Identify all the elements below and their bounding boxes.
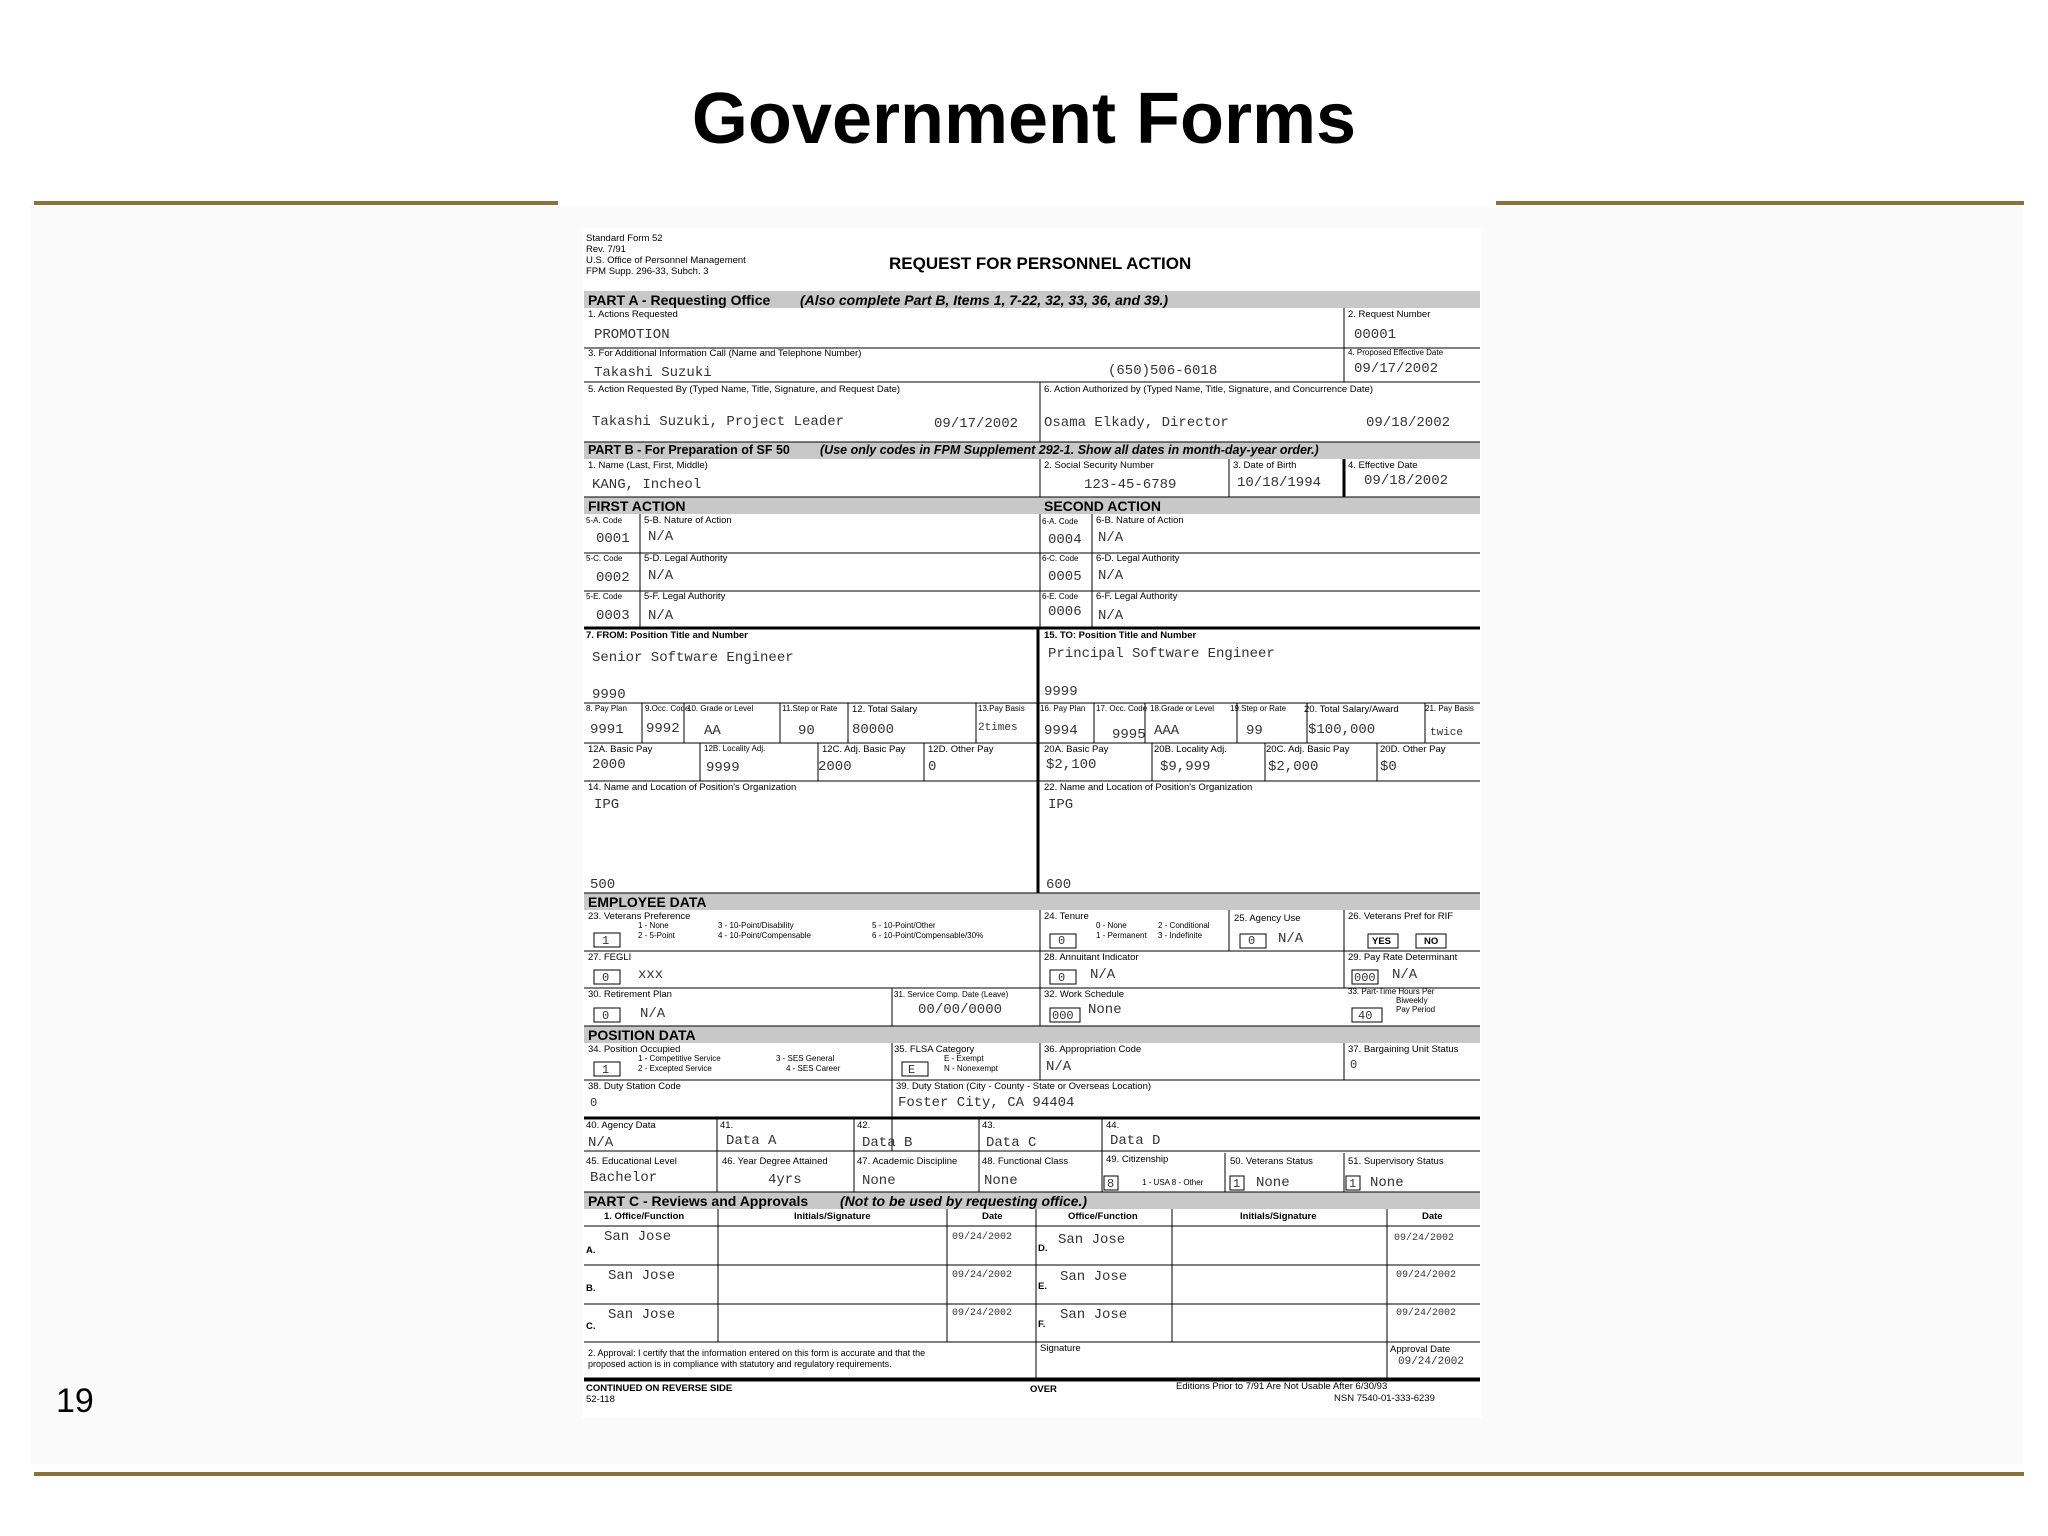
form-title: REQUEST FOR PERSONNEL ACTION xyxy=(889,254,1192,273)
p42-label: 42. xyxy=(857,1120,871,1131)
e28-value[interactable]: N/A xyxy=(1090,967,1116,983)
e26-no[interactable]: NO xyxy=(1424,936,1439,947)
pc-col-initials-2: Initials/Signature xyxy=(1240,1211,1317,1222)
p38-value[interactable]: 0 xyxy=(590,1096,598,1110)
p47-label: 47. Academic Discipline xyxy=(857,1156,958,1167)
f12d-label: 12D. Other Pay xyxy=(928,744,994,755)
e32-label: 32. Work Schedule xyxy=(1044,989,1125,1000)
a4-value[interactable]: 09/17/2002 xyxy=(1354,361,1439,377)
fa-c-label: 5-C. Code xyxy=(586,554,623,563)
p45-value[interactable]: Bachelor xyxy=(590,1170,658,1186)
p50-label: 50. Veterans Status xyxy=(1230,1156,1313,1167)
a2-value[interactable]: 00001 xyxy=(1354,327,1397,343)
a5-label: 5. Action Requested By (Typed Name, Title, Signature, and Request Date) xyxy=(588,384,901,395)
e33-value[interactable]: 40 xyxy=(1358,1009,1373,1023)
f12-label: 12. Total Salary xyxy=(852,704,918,715)
e25-value-text[interactable]: N/A xyxy=(1278,931,1304,947)
a3-name[interactable]: Takashi Suzuki xyxy=(594,365,712,381)
e24-opt1: 1 - Permanent xyxy=(1096,931,1147,940)
e28-code[interactable]: 0 xyxy=(1058,971,1066,985)
t20a-label: 20A. Basic Pay xyxy=(1044,744,1109,755)
a6-label: 6. Action Authorized by (Typed Name, Title, Signature, and Concurrence Date) xyxy=(1044,384,1373,395)
p41-value[interactable]: Data A xyxy=(726,1133,777,1149)
pc-row-letter: C. xyxy=(586,1321,596,1332)
e23-opt5: 5 - 10-Point/Other xyxy=(872,921,936,930)
f11-label: 11.Step or Rate xyxy=(782,704,838,713)
e30-value[interactable]: N/A xyxy=(640,1006,666,1022)
form-grid xyxy=(582,228,1482,1418)
f14-value[interactable]: IPG xyxy=(594,797,620,813)
e30-code[interactable]: 0 xyxy=(602,1009,610,1023)
t18-value[interactable]: AAA xyxy=(1154,723,1180,739)
pc-col-date: Date xyxy=(982,1211,1003,1222)
e25-label: 25. Agency Use xyxy=(1234,913,1301,924)
p35-opt-e: E - Exempt xyxy=(944,1054,984,1063)
pc-row-date[interactable]: 09/24/2002 xyxy=(1396,1308,1457,1319)
e23-label: 23. Veterans Preference xyxy=(588,911,691,922)
sa-b-value[interactable]: N/A xyxy=(1098,530,1124,546)
approval-date-label: Approval Date xyxy=(1390,1344,1451,1355)
p51-label: 51. Supervisory Status xyxy=(1348,1156,1444,1167)
e29-label: 29. Pay Rate Determinant xyxy=(1348,952,1458,963)
sa-f-value[interactable]: N/A xyxy=(1098,608,1124,624)
from-number[interactable]: 9990 xyxy=(592,687,626,703)
p48-label: 48. Functional Class xyxy=(982,1156,1069,1167)
e24-label: 24. Tenure xyxy=(1044,911,1089,922)
p49-label: 49. Citizenship xyxy=(1106,1154,1169,1165)
f12a-label: 12A. Basic Pay xyxy=(588,744,653,755)
sa-c-label: 6-C. Code xyxy=(1042,554,1079,563)
p42-value[interactable]: Data B xyxy=(862,1135,913,1151)
f13-value[interactable]: 2times xyxy=(978,722,1018,734)
pc-row-office[interactable]: San Jose xyxy=(1060,1307,1128,1323)
fa-e-value[interactable]: 0003 xyxy=(596,608,630,624)
form-id-line3: U.S. Office of Personnel Management xyxy=(586,255,746,266)
f8-value[interactable]: 9991 xyxy=(590,722,624,738)
e26-yes[interactable]: YES xyxy=(1372,936,1392,947)
b3-label: 3. Date of Birth xyxy=(1233,460,1297,471)
fa-d-value[interactable]: N/A xyxy=(648,568,674,584)
pc-row-office[interactable]: San Jose xyxy=(608,1268,676,1284)
pc-row-office[interactable]: San Jose xyxy=(1060,1269,1128,1285)
f13-label: 13.Pay Basis xyxy=(978,704,1025,713)
t22-number[interactable]: 600 xyxy=(1046,877,1072,893)
e33-label-a: 33. Part-Time Hours Per xyxy=(1348,987,1435,996)
e23-opt4: 4 - 10-Point/Compensable xyxy=(718,931,811,940)
pc-row-date[interactable]: 09/24/2002 xyxy=(1394,1233,1455,1244)
p36-label: 36. Appropriation Code xyxy=(1044,1044,1142,1055)
p39-value[interactable]: Foster City, CA 94404 xyxy=(898,1095,1075,1111)
fa-f-label: 5-F. Legal Authority xyxy=(644,591,726,602)
e32-value[interactable]: None xyxy=(1088,1002,1122,1018)
part-c-note: (Not to be used by requesting office.) xyxy=(840,1193,1088,1209)
p50-code[interactable]: 1 xyxy=(1233,1177,1241,1191)
a6-value[interactable]: Osama Elkady, Director xyxy=(1044,415,1229,431)
f10-value[interactable]: AA xyxy=(704,723,721,739)
t20a-value[interactable]: $2,100 xyxy=(1046,757,1097,773)
p49-options: 1 - USA 8 - Other xyxy=(1142,1178,1204,1187)
pc-row-letter: D. xyxy=(1038,1243,1048,1254)
f10-label: 10. Grade or Level xyxy=(687,704,754,713)
form-id-line4: FPM Supp. 296-33, Subch. 3 xyxy=(586,266,709,277)
p34-opt2: 2 - Excepted Service xyxy=(638,1064,712,1073)
e23-opt1: 1 - None xyxy=(638,921,669,930)
sa-a-value[interactable]: 0004 xyxy=(1048,532,1082,548)
t20c-value[interactable]: $2,000 xyxy=(1268,759,1319,775)
p36-value[interactable]: N/A xyxy=(1046,1059,1072,1075)
f11-value[interactable]: 90 xyxy=(798,723,815,739)
p35-label: 35. FLSA Category xyxy=(894,1044,975,1055)
p46-label: 46. Year Degree Attained xyxy=(722,1156,828,1167)
e27-label: 27. FEGLI xyxy=(588,952,632,963)
f12d-value[interactable]: 0 xyxy=(928,759,937,775)
p45-label: 45. Educational Level xyxy=(586,1156,677,1167)
pc-row-letter: E. xyxy=(1038,1281,1047,1292)
pc-row-date[interactable]: 09/24/2002 xyxy=(1396,1270,1457,1281)
e23-opt3: 3 - 10-Point/Disability xyxy=(718,921,794,930)
pc-row-letter: A. xyxy=(586,1245,596,1256)
from-label: 7. FROM: Position Title and Number xyxy=(586,630,748,641)
p51-value[interactable]: None xyxy=(1370,1175,1404,1191)
pc-col-date-2: Date xyxy=(1422,1211,1443,1222)
pc-col-office-2: Office/Function xyxy=(1068,1211,1138,1222)
t17-value[interactable]: 9995 xyxy=(1112,727,1146,743)
p50-value[interactable]: None xyxy=(1256,1175,1290,1191)
signature-label: Signature xyxy=(1040,1343,1081,1354)
e23-opt6: 6 - 10-Point/Compensable/30% xyxy=(872,931,984,940)
t16-label: 16. Pay Plan xyxy=(1040,704,1086,713)
e26-label: 26. Veterans Pref for RIF xyxy=(1348,911,1454,922)
e33-label-c: Pay Period xyxy=(1396,1005,1436,1014)
t19-value[interactable]: 99 xyxy=(1246,723,1263,739)
f8-label: 8. Pay Plan xyxy=(586,704,627,713)
pc-row-office[interactable]: San Jose xyxy=(608,1307,676,1323)
p35-value[interactable]: E xyxy=(908,1063,916,1077)
employee-data-heading: EMPLOYEE DATA xyxy=(588,894,707,910)
e24-opt3: 3 - Indefinite xyxy=(1158,931,1203,940)
f12c-label: 12C. Adj. Basic Pay xyxy=(822,744,906,755)
page-number: 19 xyxy=(56,1382,94,1420)
t21-value[interactable]: twice xyxy=(1430,727,1464,739)
p34-opt3: 3 - SES General xyxy=(776,1054,835,1063)
part-a-note: (Also complete Part B, Items 1, 7-22, 32, 33, 36, and 39.) xyxy=(800,292,1169,308)
part-a-heading: PART A - Requesting Office xyxy=(588,292,771,308)
position-data-heading: POSITION DATA xyxy=(588,1027,696,1043)
t18-label: 18.Grade or Level xyxy=(1150,704,1215,713)
sf52-form xyxy=(582,228,1482,1418)
a5-value[interactable]: Takashi Suzuki, Project Leader xyxy=(592,414,845,430)
e25-value-code[interactable]: 0 xyxy=(1248,934,1256,948)
continued-note: CONTINUED ON REVERSE SIDE xyxy=(586,1383,733,1394)
t19-label: 19.Step or Rate xyxy=(1230,704,1287,713)
p37-value[interactable]: 0 xyxy=(1350,1058,1358,1072)
fa-c-value[interactable]: 0002 xyxy=(596,570,630,586)
e33-label-b: Biweekly xyxy=(1396,996,1428,1005)
b1-value[interactable]: KANG, Incheol xyxy=(592,477,702,493)
t21-label: 21. Pay Basis xyxy=(1425,704,1474,713)
p44-value[interactable]: Data D xyxy=(1110,1133,1161,1149)
approval-date-value[interactable]: 09/24/2002 xyxy=(1398,1356,1465,1368)
f12-value[interactable]: 80000 xyxy=(852,722,895,738)
t20d-label: 20D. Other Pay xyxy=(1380,744,1446,755)
part-c-heading: PART C - Reviews and Approvals xyxy=(588,1193,809,1209)
from-title[interactable]: Senior Software Engineer xyxy=(592,650,794,666)
t20c-label: 20C. Adj. Basic Pay xyxy=(1266,744,1350,755)
p35-opt-n: N - Nonexempt xyxy=(944,1064,998,1073)
fa-e-label: 5-E. Code xyxy=(586,592,623,601)
pc-row-office[interactable]: San Jose xyxy=(1058,1232,1126,1248)
fa-a-label: 5-A. Code xyxy=(586,516,623,525)
t20d-value[interactable]: $0 xyxy=(1380,759,1397,775)
a1-value[interactable]: PROMOTION xyxy=(594,327,670,343)
second-action-heading: SECOND ACTION xyxy=(1044,498,1161,514)
p34-opt1: 1 - Competitive Service xyxy=(638,1054,721,1063)
e27-code[interactable]: 0 xyxy=(602,971,610,985)
a2-label: 2. Request Number xyxy=(1348,309,1431,320)
pc-col-initials: Initials/Signature xyxy=(794,1211,871,1222)
p43-value[interactable]: Data C xyxy=(986,1135,1037,1151)
bottom-rule xyxy=(34,1472,2024,1476)
b3-value[interactable]: 10/18/1994 xyxy=(1237,475,1322,491)
to-label: 15. TO: Position Title and Number xyxy=(1044,630,1197,641)
pc-col-office: 1. Office/Function xyxy=(604,1211,685,1222)
f14-label: 14. Name and Location of Position's Organization xyxy=(588,782,797,793)
to-title[interactable]: Principal Software Engineer xyxy=(1048,646,1275,662)
form-id-line1: Standard Form 52 xyxy=(586,233,663,244)
over-note: OVER xyxy=(1030,1384,1057,1395)
slide-title: Government Forms xyxy=(691,79,1357,159)
fa-f-value[interactable]: N/A xyxy=(648,608,674,624)
to-number[interactable]: 9999 xyxy=(1044,684,1078,700)
pc-row-office[interactable]: San Jose xyxy=(604,1229,672,1245)
editions-note: Editions Prior to 7/91 Are Not Usable After 6/30/93 xyxy=(1176,1381,1388,1392)
p48-value[interactable]: None xyxy=(984,1173,1018,1189)
e28-label: 28. Annuitant Indicator xyxy=(1044,952,1139,963)
a3-phone[interactable]: (650)506-6018 xyxy=(1108,363,1218,379)
sa-f-label: 6-F. Legal Authority xyxy=(1096,591,1178,602)
b2-value[interactable]: 123-45-6789 xyxy=(1084,477,1177,493)
f12c-value[interactable]: 2000 xyxy=(818,759,852,775)
a5-date[interactable]: 09/17/2002 xyxy=(934,416,1019,432)
e29-value[interactable]: N/A xyxy=(1392,967,1418,983)
a6-date[interactable]: 09/18/2002 xyxy=(1366,415,1451,431)
t22-value[interactable]: IPG xyxy=(1048,797,1074,813)
f12a-value[interactable]: 2000 xyxy=(592,757,626,773)
t16-value[interactable]: 9994 xyxy=(1044,723,1078,739)
p46-value[interactable]: 4yrs xyxy=(768,1172,802,1188)
f12b-value[interactable]: 9999 xyxy=(706,760,740,776)
top-rule-left xyxy=(34,201,558,205)
p40-label: 40. Agency Data xyxy=(586,1120,656,1131)
f12b-label: 12B. Locality Adj. xyxy=(704,744,766,753)
part-b-heading: PART B - For Preparation of SF 50 xyxy=(588,443,790,457)
e23-value[interactable]: 1 xyxy=(602,934,610,948)
b2-label: 2. Social Security Number xyxy=(1044,460,1154,471)
e30-label: 30. Retirement Plan xyxy=(588,989,672,1000)
sa-e-label: 6-E. Code xyxy=(1042,592,1079,601)
a1-label: 1. Actions Requested xyxy=(588,309,678,320)
f9-value[interactable]: 9992 xyxy=(646,721,680,737)
e31-label: 31. Service Comp. Date (Leave) xyxy=(894,990,1009,999)
sa-c-value[interactable]: 0005 xyxy=(1048,569,1082,585)
top-rule-right xyxy=(1496,201,2024,205)
t20b-label: 20B. Locality Adj. xyxy=(1154,744,1227,755)
pc-row-date[interactable]: 09/24/2002 xyxy=(952,1232,1013,1243)
p34-label: 34. Position Occupied xyxy=(588,1044,681,1055)
approval-text-1: 2. Approval: I certify that the information entered on this form is accurate and that the xyxy=(588,1348,926,1358)
p43-label: 43. xyxy=(982,1120,996,1131)
p41-label: 41. xyxy=(720,1120,734,1131)
t20-label: 20. Total Salary/Award xyxy=(1304,704,1399,715)
form-code: 52-118 xyxy=(586,1394,615,1405)
sa-a-label: 6-A. Code xyxy=(1042,517,1079,526)
p40-value[interactable]: N/A xyxy=(588,1135,614,1151)
f14-number[interactable]: 500 xyxy=(590,877,616,893)
pc-row-date[interactable]: 09/24/2002 xyxy=(952,1308,1013,1319)
approval-text-2: proposed action is in compliance with statutory and regulatory requirements. xyxy=(588,1359,892,1369)
pc-row-date[interactable]: 09/24/2002 xyxy=(952,1270,1013,1281)
p38-label: 38. Duty Station Code xyxy=(588,1081,681,1092)
b4-value[interactable]: 09/18/2002 xyxy=(1364,473,1449,489)
t20b-value[interactable]: $9,999 xyxy=(1160,759,1211,775)
fa-d-label: 5-D. Legal Authority xyxy=(644,553,728,564)
p47-value[interactable]: None xyxy=(862,1173,896,1189)
pc-row-letter: B. xyxy=(586,1283,596,1294)
first-action-heading: FIRST ACTION xyxy=(588,498,686,514)
b4-label: 4. Effective Date xyxy=(1348,460,1418,471)
e24-opt0: 0 - None xyxy=(1096,921,1127,930)
e32-code[interactable]: 000 xyxy=(1052,1009,1074,1023)
p51-code[interactable]: 1 xyxy=(1349,1177,1357,1191)
form-id-line2: Rev. 7/91 xyxy=(586,244,626,255)
p37-label: 37. Bargaining Unit Status xyxy=(1348,1044,1459,1055)
p34-opt4: 4 - SES Career xyxy=(786,1064,841,1073)
fa-b-label: 5-B. Nature of Action xyxy=(644,515,732,526)
sa-d-label: 6-D. Legal Authority xyxy=(1096,553,1180,564)
pc-row-letter: F. xyxy=(1038,1319,1046,1330)
fa-b-value[interactable]: N/A xyxy=(648,529,674,545)
e29-code[interactable]: 000 xyxy=(1354,971,1376,985)
nsn-number: NSN 7540-01-333-6239 xyxy=(1334,1393,1435,1404)
e24-opt2: 2 - Conditional xyxy=(1158,921,1210,930)
e27-value[interactable]: xxx xyxy=(638,967,664,983)
p44-label: 44. xyxy=(1106,1120,1120,1131)
a4-label: 4. Proposed Effective Date xyxy=(1348,348,1444,357)
t17-label: 17. Occ. Code xyxy=(1096,704,1148,713)
a3-label: 3. For Additional Information Call (Name and Telephone Number) xyxy=(588,348,862,359)
fa-a-value[interactable]: 0001 xyxy=(596,531,630,547)
b1-label: 1. Name (Last, First, Middle) xyxy=(588,460,708,471)
sa-b-label: 6-B. Nature of Action xyxy=(1096,515,1184,526)
p34-value[interactable]: 1 xyxy=(602,1063,610,1077)
part-b-note: (Use only codes in FPM Supplement 292-1. Show all dates in month-day-year order.) xyxy=(820,443,1319,457)
p49-value[interactable]: 8 xyxy=(1107,1177,1115,1191)
e23-opt2: 2 - 5-Point xyxy=(638,931,675,940)
e31-value[interactable]: 00/00/0000 xyxy=(918,1002,1003,1018)
sa-d-value[interactable]: N/A xyxy=(1098,568,1124,584)
sa-e-value[interactable]: 0006 xyxy=(1048,604,1082,620)
p39-label: 39. Duty Station (City - County - State or Overseas Location) xyxy=(896,1081,1152,1092)
t20-value[interactable]: $100,000 xyxy=(1308,722,1376,738)
t22-label: 22. Name and Location of Position's Organization xyxy=(1044,782,1253,793)
f9-label: 9.Occ. Code xyxy=(645,704,690,713)
e24-value[interactable]: 0 xyxy=(1058,934,1066,948)
